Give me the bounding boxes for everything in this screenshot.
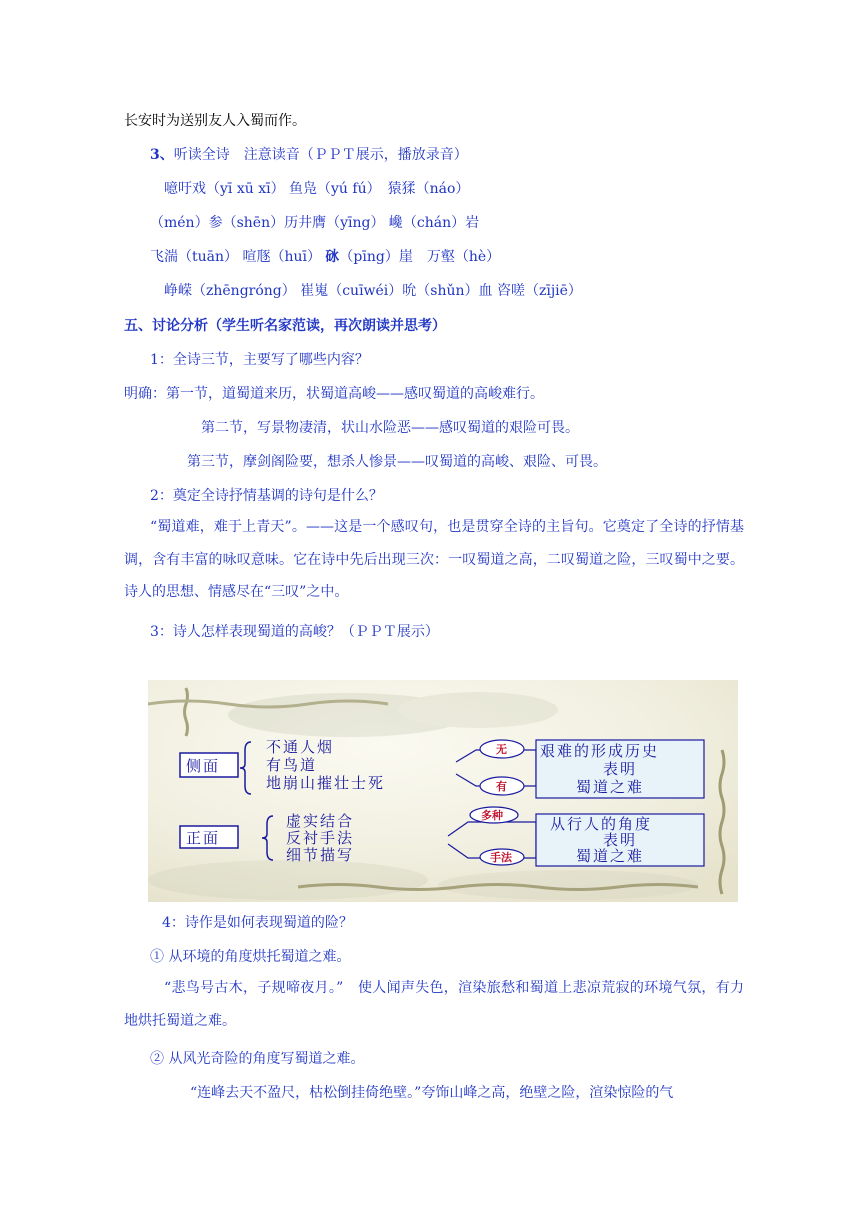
step3-title: 听读全诗 注意读音（ＰＰＴ展示，播放录音） <box>173 147 468 163</box>
point-4-1: ① 从环境的角度烘托蜀道之难。 <box>150 949 351 965</box>
question-3: 3：诗人怎样表现蜀道的高峻？（ＰＰＴ展示） <box>150 624 439 640</box>
pron-line-3b: 砯 <box>325 249 340 265</box>
pron-line-2: （mén）参（shēn）历井膺（yīng） 巉（chán）岩 <box>150 215 480 231</box>
answer-2: “蜀道难，难于上青天”。——这是一个感叹句，也是贯穿全诗的主旨句。它奠定了全诗的抒情基调，含有丰富的咏叹意味。它在诗中先后出现三次：一叹蜀道之高，二叹蜀道之险，三叹蜀中之要。诗人的思想、情感尽在“三叹”之中。 <box>124 519 744 600</box>
front-item-1: 虚实结合 <box>286 812 355 830</box>
box1-line-2: 表明 <box>603 760 638 778</box>
intro-tail: 长安时为送别友人入蜀而作。 <box>124 113 306 129</box>
side-item-3: 地崩山摧壮士死 <box>266 774 386 792</box>
question-1: 1：全诗三节，主要写了哪些内容？ <box>150 352 369 368</box>
tag-duozhong: 多种 <box>481 809 503 822</box>
step3-num: 3、 <box>150 147 174 163</box>
pron-line-3a: 飞湍（tuān） 喧豗（huī） <box>150 249 326 265</box>
tag-you: 有 <box>496 780 507 793</box>
box2-line-1: 从行人的角度 <box>550 815 653 833</box>
side-item-1: 不通人烟 <box>266 738 335 756</box>
box1-line-1: 艰难的形成历史 <box>540 742 660 760</box>
tag-wu: 无 <box>496 743 507 756</box>
front-item-2: 反衬手法 <box>286 829 355 847</box>
answer-1-p1: 明确：第一节，道蜀道来历，状蜀道高峻——感叹蜀道的高峻难行。 <box>124 386 544 402</box>
pron-line-3 <box>150 247 500 267</box>
section5-heading: 五、讨论分析（学生听名家范读，再次朗读并思考） <box>124 318 446 334</box>
question-2: 2：奠定全诗抒情基调的诗句是什么？ <box>150 488 383 504</box>
step3-heading <box>150 145 468 165</box>
front-item-3: 细节描写 <box>286 846 355 864</box>
tag-shoufa: 手法 <box>490 851 512 864</box>
question-4: 4：诗作是如何表现蜀道的险？ <box>162 915 353 931</box>
point-4-2: ② 从风光奇险的角度写蜀道之难。 <box>150 1051 365 1067</box>
pron-line-3c: （pīng）崖 万壑（hè） <box>339 249 501 265</box>
answer-1-p3: 第三节，摩剑阁险要，想杀人惨景——叹蜀道的高峻、艰险、可畏。 <box>187 454 607 470</box>
diagram-svg <box>148 680 738 902</box>
answer-1-p2: 第二节，写景物凄清，状山水险恶——感叹蜀道的艰险可畏。 <box>201 420 579 436</box>
pron-line-1: 噫吁戏（yī xū xī） 鱼凫（yú fú） 猿猱（náo） <box>164 181 470 197</box>
side-label: 侧面 <box>186 757 221 775</box>
front-label: 正面 <box>186 829 221 847</box>
point-4-1-text: “悲鸟号古木，子规啼夜月。” 使人闻声失色，渲染旅愁和蜀道上悲凉荒寂的环境气氛，有力地烘托蜀道之难。 <box>124 980 744 1029</box>
box1-line-3: 蜀道之难 <box>576 778 645 796</box>
box2-line-3: 蜀道之难 <box>576 847 645 865</box>
ppt-diagram <box>148 680 738 902</box>
box2-line-2: 表明 <box>603 831 638 849</box>
side-item-2: 有鸟道 <box>266 756 318 774</box>
point-4-2-text: “连峰去天不盈尺，枯松倒挂倚绝壁。”夸饰山峰之高，绝壁之险，渲染惊险的气 <box>190 1085 674 1101</box>
pron-line-4: 峥嵘（zhēngróng） 崔嵬（cuīwéi）吮（shǔn）血 咨嗟（zījiē） <box>164 283 582 299</box>
